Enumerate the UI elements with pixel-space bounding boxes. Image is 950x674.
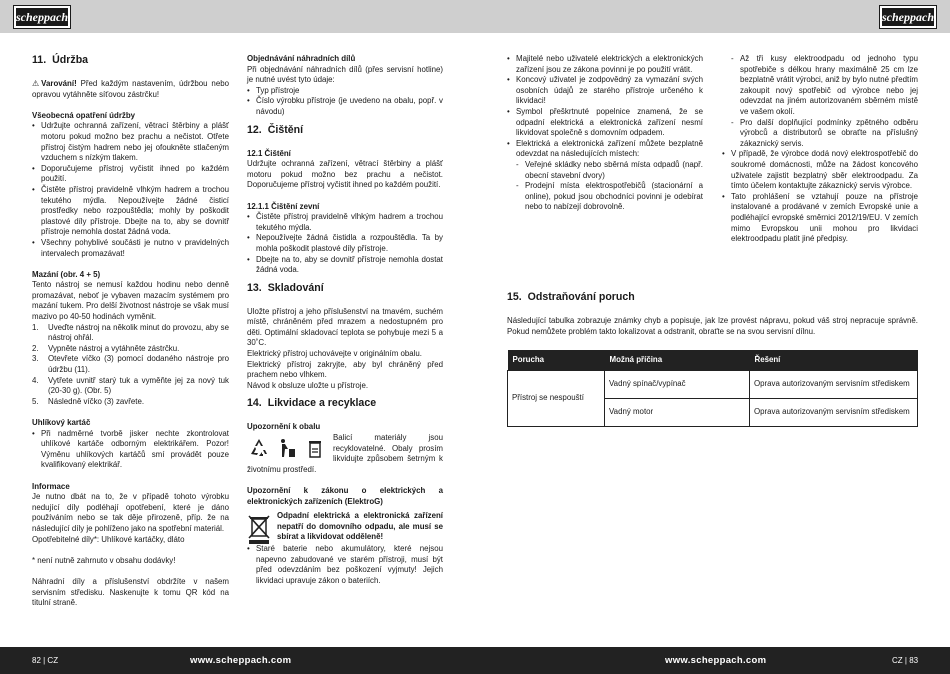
brand-logo: scheppach — [14, 6, 70, 28]
section-heading-troubleshooting: 15. Odstraňování poruch — [507, 291, 635, 303]
subheading: Všeobecná opatření údržby — [32, 110, 136, 120]
list-item: • Všechny pohyblivé součásti je nutno v pravidelných intervalech promazávat! — [32, 238, 229, 259]
list-item: • Staré baterie nebo akumulátory, které nejsou napevno zabudované ve starém přístroji, musí být před odevzdáním bez poškození vyjmuty! Jejich likvidaci upravuje zákon o bateriích. — [247, 544, 443, 586]
list-item: • Nepoužívejte žádná čistidla a rozpouštědla. Ta by mohla poškodit plastové díly přístroje. — [247, 233, 443, 254]
table-cell: Oprava autorizovaným servisním střediskem — [750, 398, 918, 426]
paragraph: Odpadní elektrická a elektronická zařízení nepatří do domovního odpadu, ale musí se sbírat a likvidovat odděleně! — [277, 511, 443, 542]
recycle-icon — [247, 436, 271, 460]
subheading: Upozornění k zákonu o elektrických a elektronických zařízeních (ElektroG) — [247, 486, 443, 506]
paragraph: Elektrický přístroj zakryjte, aby byl chráněný před prachem nebo vlhkem. — [247, 359, 443, 380]
footer-bar-right — [475, 647, 950, 674]
subheading: Informace — [32, 481, 70, 491]
paragraph: Je nutno dbát na to, že v případě tohoto výrobku nedující díly podléhají opotřebení, které je dáno používáním nebo se tak děje přirozeně, příp. že na následující díly je pohlíženo jako na spotřební materiál. — [32, 492, 229, 533]
section-heading-disposal: 14. Likvidace a recyklace — [247, 397, 377, 410]
footer-bar-left — [0, 647, 475, 674]
bin-icon — [303, 436, 327, 460]
list-item: • Při nadměrné tvorbě jisker nechte zkontrolovat uhlíkové kartáče odborným elektrikářem. Pozor! Výměnu uhlíkových kartáčů smí provádět pouze kvalifikovaný elektrikář. — [32, 429, 229, 471]
paragraph: Tento nástroj se nemusí každou hodinu nebo denně promazávat, neboť je vybaven mazacím systémem pro mazání tukem. Pro delší životnost nástroje se však musí mazivo po 40-50 hodinách vyměnit. — [32, 280, 229, 322]
warning-icon: ⚠ — [32, 79, 40, 88]
list-item: 3. Otevřete víčko (3) pomocí dodaného nástroje pro údržbu (11). — [32, 354, 229, 375]
list-item: • Tato prohlášení se vztahují pouze na přístroje instalované a prodávané v zemích Evropské unie a podléhající evropské směrnici 2012/19/EU. V zemích mimo Evropskou unii mohou pro likvidaci elektroodpadu platit jiné předpisy. — [722, 192, 918, 245]
dash-list — [731, 54, 918, 149]
list-item: • Doporučujeme přístroj vyčistit ihned po každém použití. — [32, 164, 229, 185]
header-bar-right — [475, 0, 950, 33]
paragraph: Následující tabulka zobrazuje známky chyb a popisuje, jak lze provést nápravu, pokud váš stroj nepracuje správně. Pokud nemůžete problém takto lokalizovat a odstranit, obraťte se na svou servisní dílnu. — [507, 316, 918, 336]
table-cell: Vadný spínač/vypínač — [605, 370, 750, 398]
troubleshooting-table — [507, 350, 918, 427]
list-item: 2. Vypněte nástroj a vytáhněte zástrčku. — [32, 344, 229, 355]
table-row — [508, 370, 918, 398]
subheading: Objednávání náhradních dílů — [247, 54, 356, 63]
list-item: • Koncový uživatel je zodpovědný za vymazání svých osobních údajů ze starého přístroje určeného k likvidaci! — [507, 75, 703, 107]
list-item: • Majitelé nebo uživatelé elektrických a elektronických zařízení jsou ze zákona povinni je po použití vrátit. — [507, 54, 703, 75]
paragraph: Uložte přístroj a jeho příslušenství na tmavém, suchém místě, chráněném před mrazem a nedostupném pro děti. Optimální skladovací teplota se pohybuje mezi 5 a 30˚C. — [247, 306, 443, 348]
warning-paragraph: ⚠ Varování! Před každým nastavením, údržbou nebo opravou vytáhněte síťovou zástrčku! — [32, 79, 229, 99]
subheading: 12.1.1 Čištění zevní — [247, 201, 320, 211]
list-item: • Typ přístroje — [247, 86, 443, 97]
list-item: • V případě, že výrobce dodá nový elektrospotřebič do soukromé domácnosti, může na žádost koncového uživatele zajistit bezplatný sběr elektroodpadu. Za tímto účelem kontaktujte zákaznický servis výrobce. — [722, 149, 918, 191]
table-cell: Oprava autorizovaným servisním střediskem — [750, 370, 918, 398]
subheading: Uhlíkový kartáč — [32, 418, 91, 427]
page-number: 82 | CZ — [32, 656, 59, 665]
bullet-list — [32, 121, 229, 259]
list-item: • Dbejte na to, aby se dovnitř přístroje nemohla dostat žádná voda. — [247, 255, 443, 276]
list-item: • Čistěte přístroj pravidelně vlhkým hadrem a trochou tekutého mýdla. Nepoužívejte žádné čisticí prostředky nebo rozpouštědla; mohly by poškodit plastové díly přístroje. Dbejte na to, aby se dovnitř přístroje nemohla dostat žádná voda. — [32, 185, 229, 238]
list-item: 4. Vytřete uvnitř starý tuk a vyměňte jej za nový tuk (20-30 g). (Obr. 5) — [32, 376, 229, 397]
column-2 — [247, 54, 443, 587]
crossed-bin-icon — [247, 514, 271, 544]
paragraph: Náhradní díly a příslušenství obdržíte v našem servisním středisku. Naskenujte k tomu QR kód na titulní straně. — [32, 576, 229, 608]
column-3 — [507, 54, 703, 213]
column-1 — [32, 54, 229, 609]
list-item: - Veřejné skládky nebo sběrná místa odpadů (např. obecní stavební dvory) — [516, 160, 703, 181]
website-link[interactable]: www.scheppach.com — [190, 655, 292, 666]
list-item: - Pro další doplňující podmínky zpětného odběru výrobců a distributorů se obraťte na příslušný zákaznický servis. — [731, 118, 918, 150]
paragraph: Opotřebitelné díly*: Uhlíkové kartáčky, dláto — [32, 534, 185, 544]
numbered-list — [32, 323, 229, 408]
column-header: Možná příčina — [605, 350, 750, 370]
column-header: Porucha — [508, 350, 605, 370]
paragraph: Při objednávání náhradních dílů (přes servisní hotline) je nutné uvést tyto údaje: — [247, 64, 443, 85]
table-cell: Vadný motor — [605, 398, 750, 426]
list-item: 1. Uveďte nástroj na několik minut do provozu, aby se nástroj ohřál. — [32, 323, 229, 344]
header-bar-left — [0, 0, 475, 33]
section-heading-maintenance: 11. Údržba — [32, 54, 89, 66]
subheading: Mazání (obr. 4 + 5) — [32, 269, 101, 279]
list-item: - Až tři kusy elektroodpadu od jednoho typu spotřebiče s délkou hrany maximálně 25 cm lze bezplatně vrátit výrobci, aniž by bylo nutné předtím zakoupit nový spotřebič od výrobce nebo jej odevzdat na jiném autorizovaném sběrném místě ve vašem okolí. — [731, 54, 918, 118]
recycling-icons — [247, 436, 327, 460]
section-heading-cleaning: 12. Čištění — [247, 123, 304, 136]
list-item: • Elektrická a elektronická zařízení můžete bezplatně odevzdat na následujících místech: — [507, 139, 703, 160]
website-link[interactable]: www.scheppach.com — [665, 655, 767, 666]
paragraph: Elektrický přístroj uchovávejte v originálním obalu. — [247, 349, 422, 359]
list-item: • Číslo výrobku přístroje (je uvedeno na obalu, popř. v návodu) — [247, 96, 443, 117]
table-cell: Přístroj se nespouští — [508, 370, 605, 426]
column-4 — [722, 54, 918, 245]
list-item: • Udržujte ochranná zařízení, větrací štěrbiny a plášť motoru pokud možno bez prachu a nečistot. Otřete přístroj čistým hadrem nebo jej ofoukněte stlačeným vzduchem s nízkým tlakem. — [32, 121, 229, 163]
section-heading-storage: 13. Skladování — [247, 281, 324, 294]
bullet-list — [32, 429, 229, 471]
list-item: - Prodejní místa elektrospotřebičů (stacionární a online), pokud jsou obchodníci povinni je odebírat nebo to nabízejí dobrovolně. — [516, 181, 703, 213]
footnote: * není nutně zahrnuto v obsahu dodávky! — [32, 555, 176, 565]
dash-list — [516, 160, 703, 213]
page-number: CZ | 83 — [892, 656, 919, 665]
list-item: • Čistěte přístroj pravidelně vlhkým hadrem a trochou tekutého mýdla. — [247, 212, 443, 233]
paragraph: Balicí materiály jsou recyklovatelné. Obaly prosím likvidujte způsobem šetrným k životnímu prostředí. — [247, 433, 443, 474]
list-item: • Symbol přeškrtnuté popelnice znamená, že se odpadní elektrická a elektronická zařízení nesmí likvidovat společně s domovním odpadem. — [507, 107, 703, 139]
paragraph: Udržujte ochranná zařízení, větrací štěrbiny a plášť motoru pokud možno bez prachu a nečistot. Doporučujeme přístroj vyčistit ihned po každém použití. — [247, 159, 443, 190]
bullet-list — [247, 86, 443, 118]
list-item: 5. Následně víčko (3) zavřete. — [32, 397, 229, 408]
brand-logo: scheppach — [880, 6, 936, 28]
subheading: 12.1 Čištění — [247, 148, 291, 158]
subheading: Upozornění k obalu — [247, 422, 321, 432]
bullet-list — [507, 54, 703, 160]
tidyman-icon — [275, 436, 299, 460]
column-header: Řešení — [750, 350, 918, 370]
table-header-row — [508, 350, 918, 370]
bullet-list — [722, 149, 918, 244]
paragraph: Návod k obsluze uložte u přístroje. — [247, 380, 369, 390]
bullet-list — [247, 212, 443, 276]
bullet-list — [247, 544, 443, 586]
